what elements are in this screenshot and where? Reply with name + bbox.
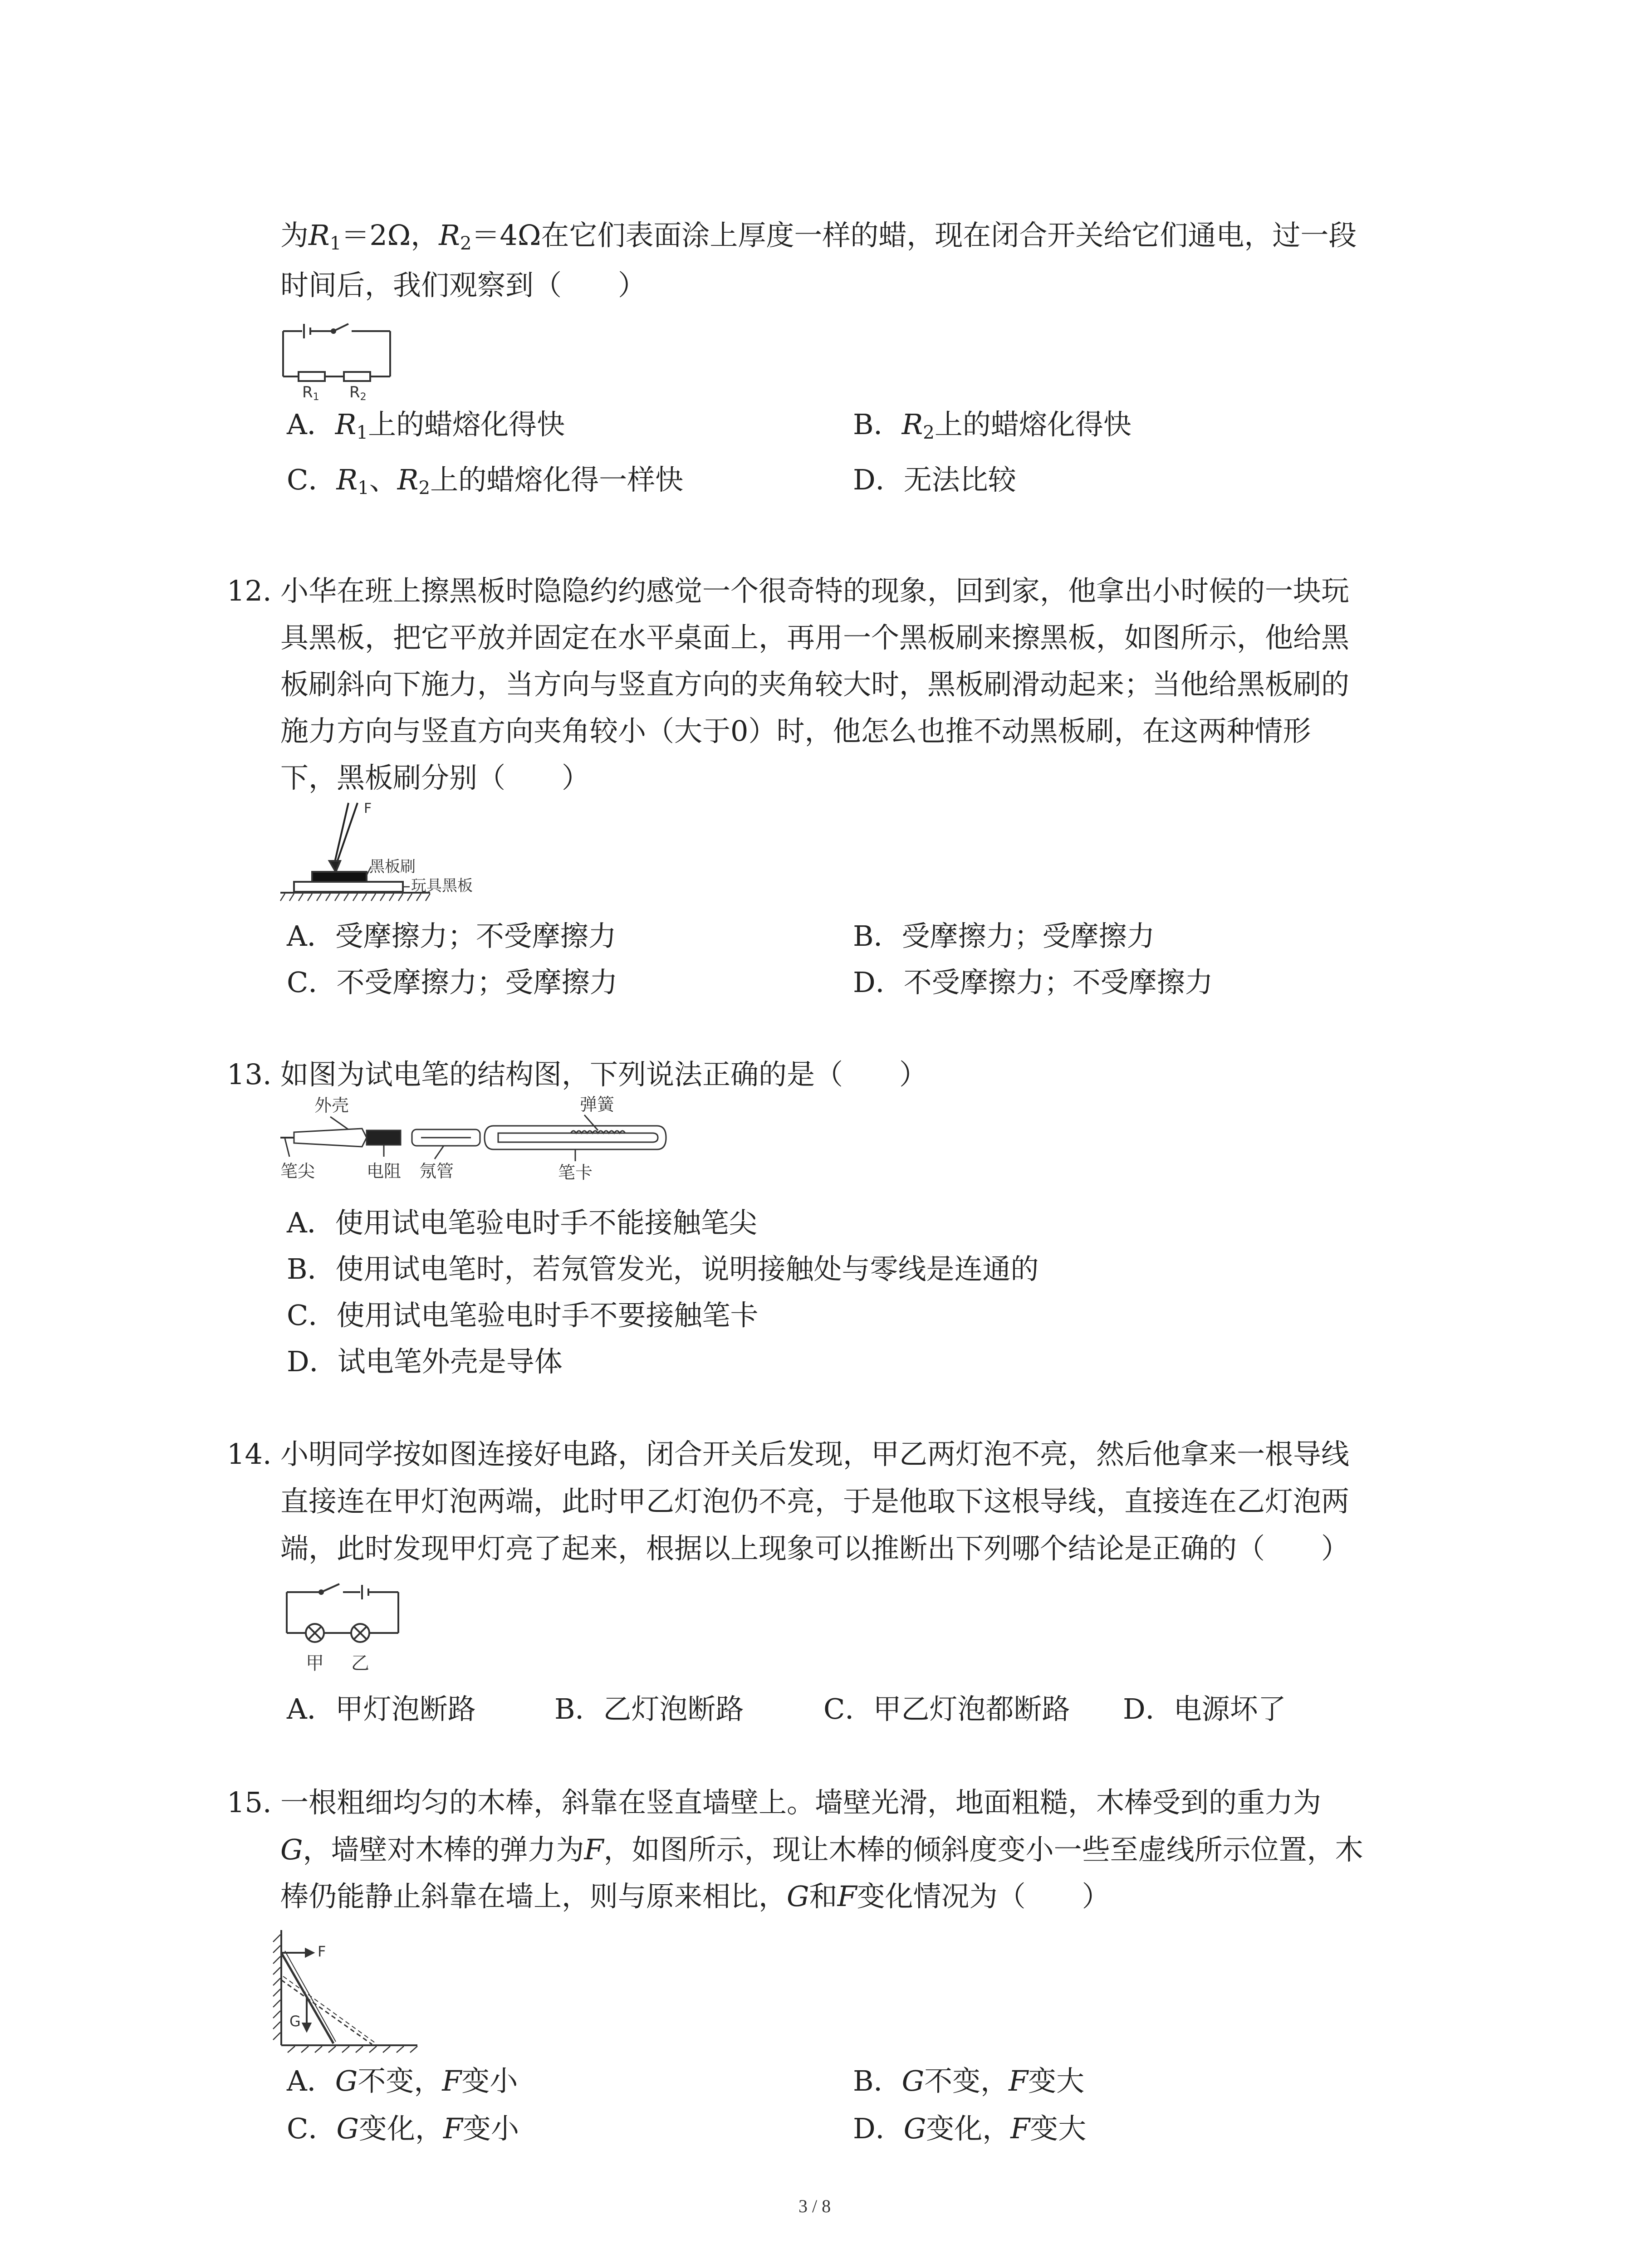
q14-stem-line: 端，此时发现甲灯亮了起来，根据以上现象可以推断出下列哪个结论是正确的（ ） [280,1532,1350,1565]
q14-option-a[interactable]: A．甲灯泡断路 [287,1692,476,1725]
q13-neon-label: 氖管 [419,1161,454,1181]
q12-force-label: F [364,801,372,816]
q13-option-a[interactable]: A．使用试电笔验电时手不能接触笔尖 [287,1206,757,1239]
q11-circuit-figure [277,318,399,403]
q13-spring-label: 弹簧 [580,1095,615,1114]
q12-option-d[interactable]: D．不受摩擦力；不受摩擦力 [853,966,1213,999]
q12-number: 12. [227,574,272,607]
q14-circuit-figure [280,1579,407,1678]
q13-stem: 如图为试电笔的结构图，下列说法正确的是（ ） [280,1058,928,1091]
q13-tip-label: 笔尖 [280,1161,315,1181]
q11-r1-label: R1 [302,383,319,403]
q12-option-b[interactable]: B．受摩擦力；受摩擦力 [853,919,1155,953]
q12-stem-line: 施力方向与竖直方向夹角较小（大于0）时，他怎么也推不动黑板刷，在这两种情形 [280,714,1311,748]
q13-clip-label: 笔卡 [558,1163,593,1183]
q11-option-d[interactable]: D．无法比较 [853,463,1016,496]
q12-option-a[interactable]: A．受摩擦力；不受摩擦力 [287,919,617,953]
q12-board-label: 玩具黑板 [411,877,473,895]
q15-force-label: F [318,1943,326,1960]
q14-option-d[interactable]: D．电源坏了 [1123,1692,1286,1725]
q15-option-d[interactable]: D．G变化，F变大 [853,2112,1087,2145]
q15-option-c[interactable]: C．G变化，F变小 [287,2112,519,2145]
q15-stem-line3: 棒仍能静止斜靠在墙上，则与原来相比，G和F变化情况为（ ） [280,1880,1110,1913]
q15-stem-line2: G，墙壁对木棒的弹力为F，如图所示，现让木棒的倾斜度变小一些至虚线所示位置，木 [280,1833,1363,1866]
q13-shell-label: 外壳 [314,1095,349,1115]
q12-stem-line: 小华在班上擦黑板时隐隐约约感觉一个很奇特的现象，回到家，他拿出小时候的一块玩 [280,574,1350,607]
q14-lamp2-label: 乙 [351,1653,369,1674]
q15-gravity-label: G [289,2013,301,2030]
q11-option-b[interactable]: B．$R_2$上的蜡熔化得快 [853,408,1132,444]
q13-number: 13. [227,1058,272,1091]
q12-stem-line: 板刷斜向下施力，当方向与竖直方向的夹角较大时，黑板刷滑动起来；当他给黑板刷的 [280,668,1350,701]
q13-option-c[interactable]: C．使用试电笔验电时手不要接触笔卡 [287,1299,759,1332]
page-number: 3 / 8 [798,2196,831,2216]
q12-stem-line: 具黑板，把它平放并固定在水平桌面上，再用一个黑板刷来擦黑板，如图所示，他给黑 [280,621,1350,654]
q14-lamp1-label: 甲 [306,1653,324,1674]
q13-resistor-label: 电阻 [367,1161,402,1181]
q12-stem-line: 下，黑板刷分别（ ） [280,761,590,794]
q14-stem-line: 直接连在甲灯泡两端，此时甲乙灯泡仍不亮，于是他取下这根导线，直接连在乙灯泡两 [280,1485,1350,1518]
q11-stem-line1: 为$R_1=2\Omega$，$R_2=4\Omega$在它们表面涂上厚度一样的蜡，现在闭合开关给它们通电，过一段 [280,219,1357,254]
q14-option-c[interactable]: C．甲乙灯泡都断路 [823,1692,1070,1725]
q15-option-a[interactable]: A．G不变，F变小 [287,2064,518,2097]
q15-number: 15. [227,1786,272,1819]
q11-option-a[interactable]: A．$R_1$上的蜡熔化得快 [287,408,565,444]
q15-option-b[interactable]: B．G不变，F变大 [853,2064,1085,2097]
q14-number: 14. [227,1437,272,1471]
q14-stem-line: 小明同学按如图连接好电路，闭合开关后发现，甲乙两灯泡不亮，然后他拿来一根导线 [280,1437,1350,1471]
q11-option-c[interactable]: C．$R_1$、$R_2$上的蜡熔化得一样快 [287,463,684,499]
q12-option-c[interactable]: C．不受摩擦力；受摩擦力 [287,966,618,999]
q14-option-b[interactable]: B．乙灯泡断路 [554,1692,744,1725]
q13-option-d[interactable]: D．试电笔外壳是导体 [287,1345,563,1378]
q13-option-b[interactable]: B．使用试电笔时，若氖管发光，说明接触处与零线是连通的 [287,1252,1039,1286]
q12-blackboard-figure [280,798,534,903]
q15-rod-figure [268,1926,422,2053]
q13-tester-figure [280,1095,666,1193]
q15-stem-line1: 一根粗细均匀的木棒，斜靠在竖直墙壁上。墙壁光滑，地面粗糙，木棒受到的重力为 [280,1786,1322,1819]
q11-stem-line2: 时间后，我们观察到（ ） [280,269,647,302]
q11-r2-label: R2 [349,383,367,403]
q12-brush-label: 黑板刷 [369,858,416,876]
